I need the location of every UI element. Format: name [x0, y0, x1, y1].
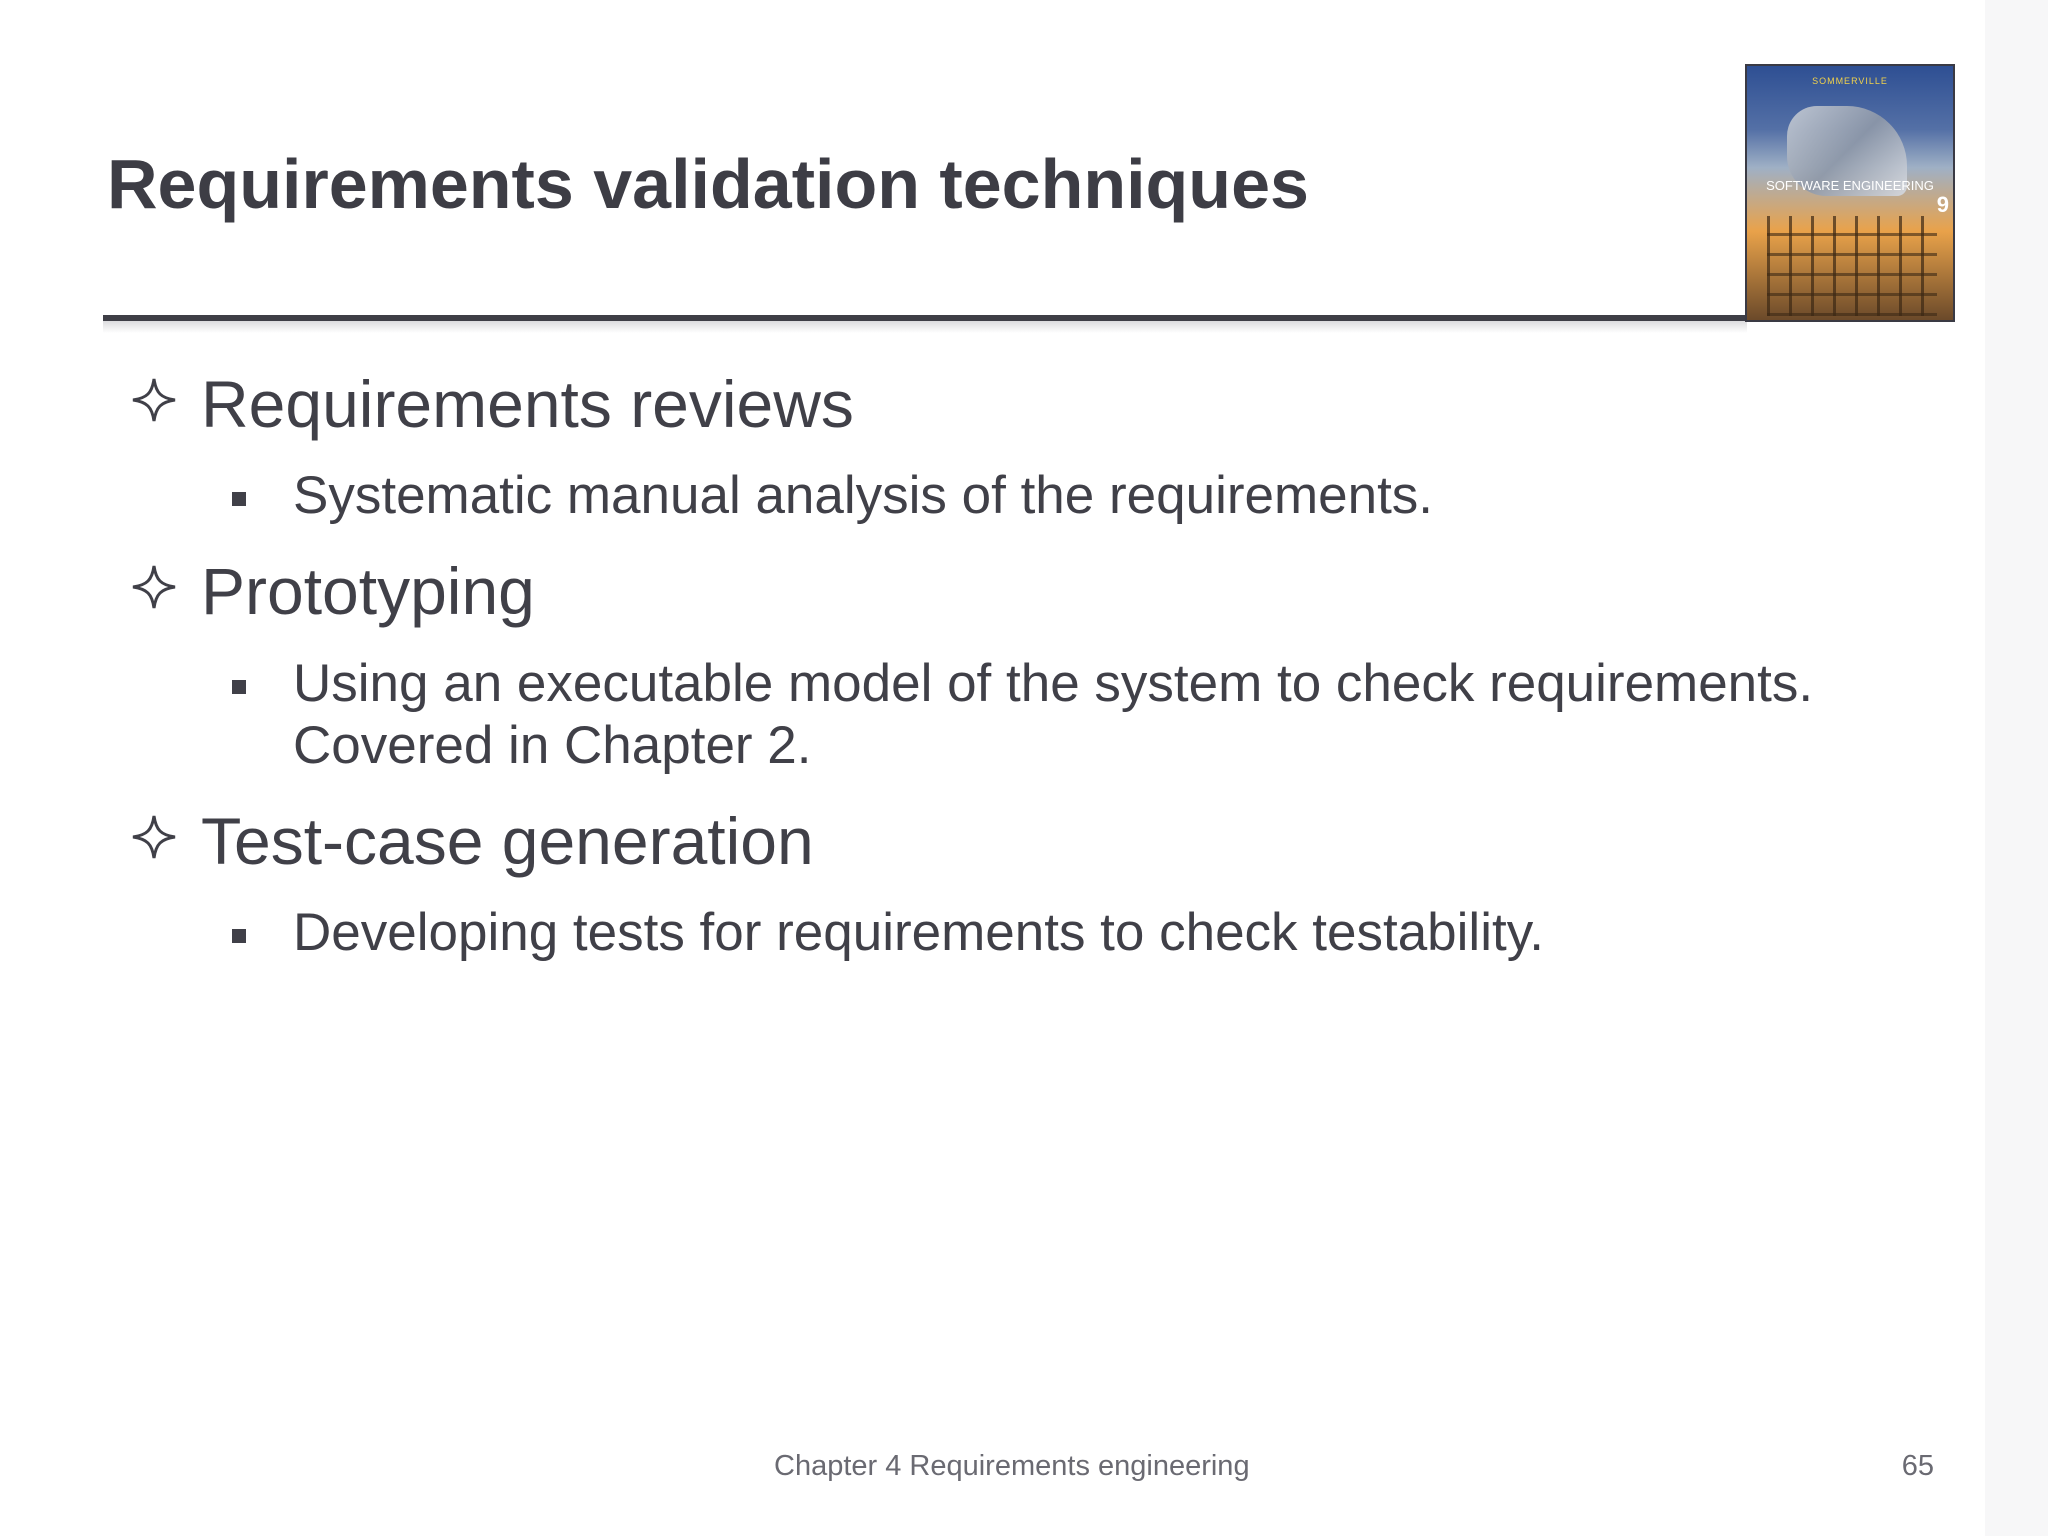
bullet-level2-text: Systematic manual analysis of the requirements. [293, 466, 1434, 525]
bullet-level2-text: Using an executable model of the system to check requirements. [293, 654, 1814, 713]
four-point-star-outline-icon [130, 563, 178, 611]
cover-author: SOMMERVILLE [1812, 76, 1888, 86]
square-bullet-icon [232, 680, 246, 694]
bullet-level1-text: Prototyping [201, 554, 535, 628]
square-bullet-icon [232, 929, 246, 943]
cover-scaffold [1767, 216, 1937, 316]
page-number: 65 [1901, 1450, 1934, 1482]
right-margin-strip [1985, 0, 2048, 1536]
book-cover-image [1745, 64, 1955, 322]
bullet-level1-text: Requirements reviews [201, 367, 854, 441]
slide-title: Requirements validation techniques [107, 145, 1309, 223]
title-rule-shadow [103, 321, 1747, 333]
slide-footer: Chapter 4 Requirements engineering [774, 1450, 1250, 1482]
title-rule [103, 315, 1747, 321]
bullet-level2-text: Developing tests for requirements to check testability. [293, 903, 1544, 962]
four-point-star-outline-icon [130, 376, 178, 424]
square-bullet-icon [232, 492, 246, 506]
four-point-star-outline-icon [130, 813, 178, 861]
cover-title: SOFTWARE ENGINEERING [1766, 178, 1934, 193]
bullet-level1-text: Test-case generation [201, 804, 814, 878]
cover-edition: 9 [1936, 192, 1949, 217]
bullet-level2-text: Covered in Chapter 2. [293, 716, 812, 775]
